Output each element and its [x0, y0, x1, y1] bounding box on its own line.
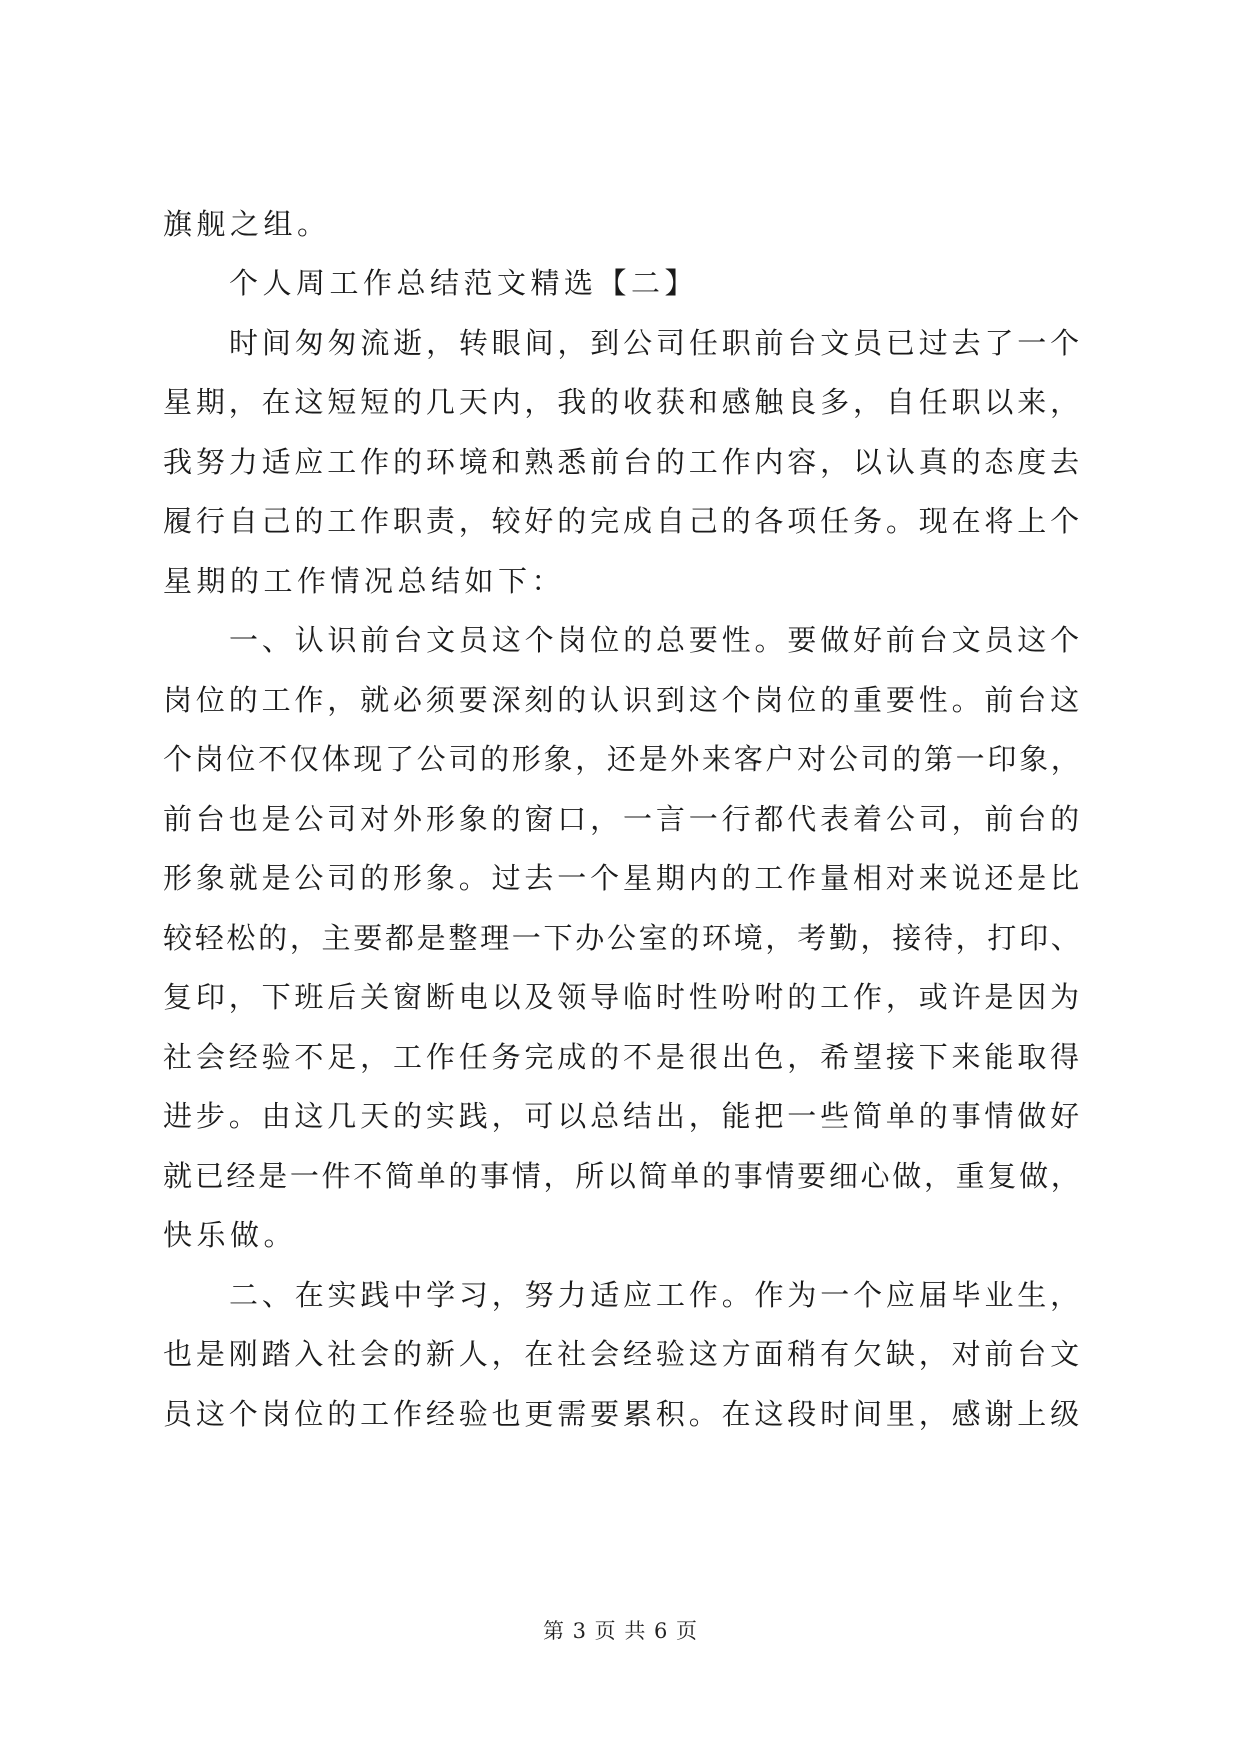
text-line: 员这个岗位的工作经验也更需要累积。在这段时间里，感谢上级 [163, 1397, 1084, 1431]
text-line: 形象就是公司的形象。过去一个星期内的工作量相对来说还是比 [163, 861, 1084, 895]
text-line: 快乐做。 [163, 1218, 298, 1252]
text-line: 二、在实践中学习，努力适应工作。作为一个应届毕业生， [229, 1278, 1084, 1312]
text-line: 就已经是一件不简单的事情，所以简单的事情要细心做，重复做， [163, 1159, 1083, 1193]
text-line: 星期，在这短短的几天内，我的收获和感触良多，自任职以来， [163, 385, 1084, 419]
text-line: 我努力适应工作的环境和熟悉前台的工作内容，以认真的态度去 [163, 445, 1084, 479]
text-line: 履行自己的工作职责，较好的完成自己的各项任务。现在将上个 [163, 504, 1084, 538]
text-line: 较轻松的，主要都是整理一下办公室的环境，考勤，接待，打印、 [163, 921, 1083, 955]
text-line: 旗舰之组。 [163, 207, 331, 241]
section-heading: 个人周工作总结范文精选【二】 [229, 266, 699, 300]
text-line: 岗位的工作，就必须要深刻的认识到这个岗位的重要性。前台这 [163, 683, 1084, 717]
text-line: 时间匆匆流逝，转眼间，到公司任职前台文员已过去了一个 [229, 326, 1084, 360]
text-line: 社会经验不足，工作任务完成的不是很出色，希望接下来能取得 [163, 1040, 1084, 1074]
page-number-footer: 第 3 页 共 6 页 [542, 1619, 699, 1643]
text-line: 也是刚踏入社会的新人，在社会经验这方面稍有欠缺，对前台文 [163, 1337, 1084, 1371]
text-line: 复印，下班后关窗断电以及领导临时性吩咐的工作，或许是因为 [163, 980, 1084, 1014]
text-line: 进步。由这几天的实践，可以总结出，能把一些简单的事情做好 [163, 1099, 1084, 1133]
text-line: 个岗位不仅体现了公司的形象，还是外来客户对公司的第一印象， [163, 742, 1083, 776]
text-line: 一、认识前台文员这个岗位的总要性。要做好前台文员这个 [229, 623, 1084, 657]
text-line: 前台也是公司对外形象的窗口，一言一行都代表着公司，前台的 [163, 802, 1084, 836]
text-line: 星期的工作情况总结如下： [163, 564, 566, 598]
